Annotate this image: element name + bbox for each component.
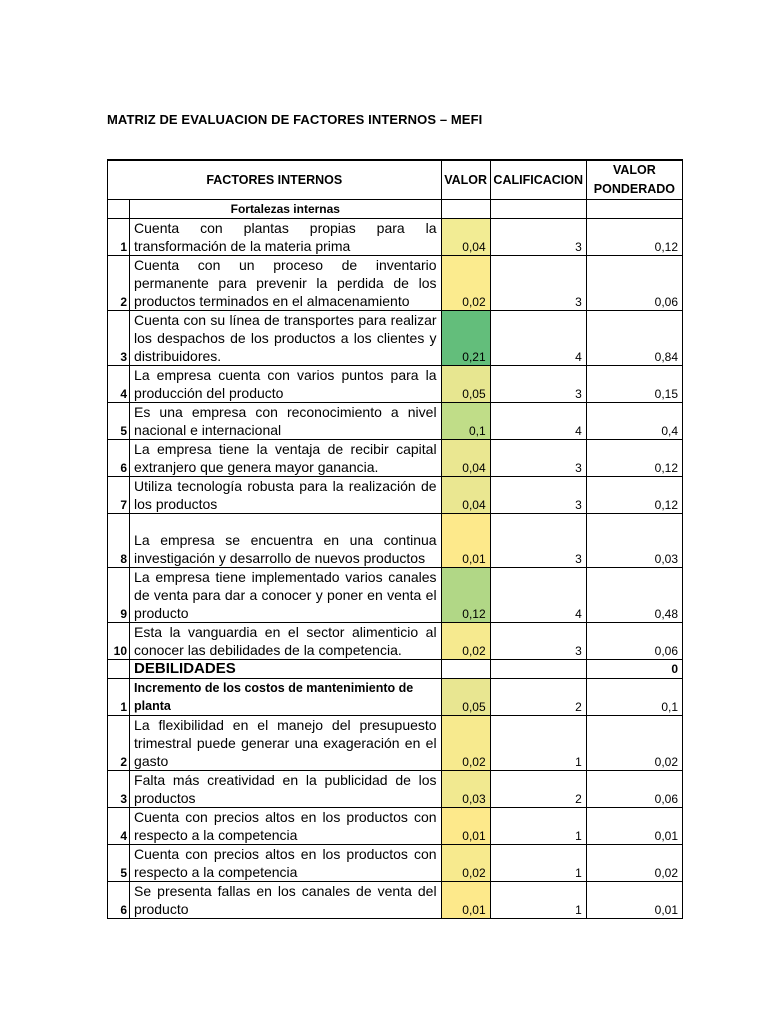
ponderado-cell: 0,01 <box>586 882 682 919</box>
calificacion-cell: 2 <box>490 771 586 808</box>
header-ponderado-line2: PONDERADO <box>593 182 676 196</box>
header-factores: FACTORES INTERNOS <box>108 160 442 200</box>
calificacion-cell: 3 <box>490 477 586 514</box>
valor-cell: 0,02 <box>441 845 490 882</box>
fortaleza-row <box>108 366 683 403</box>
valor-cell: 0,01 <box>441 808 490 845</box>
row-number: 6 <box>108 882 130 919</box>
fortalezas-subheader-row <box>108 200 683 219</box>
debilidad-row <box>108 882 683 919</box>
ponderado-cell: 0,06 <box>586 256 682 311</box>
empty-cell <box>586 200 682 219</box>
ponderado-cell: 0,48 <box>586 568 682 623</box>
row-number: 3 <box>108 311 130 366</box>
valor-cell: 0,02 <box>441 623 490 660</box>
fortaleza-row <box>108 219 683 256</box>
row-number: 2 <box>108 256 130 311</box>
factor-text: La empresa tiene implementado varios canales de venta para dar a conocer y poner en venta el producto <box>130 568 442 623</box>
valor-cell: 0,21 <box>441 311 490 366</box>
factor-text: Utiliza tecnología robusta para la realización de los productos <box>130 477 442 514</box>
factor-text: Falta más creatividad en la publicidad de los productos <box>130 771 442 808</box>
empty-cell <box>490 660 586 679</box>
ponderado-cell: 0,06 <box>586 623 682 660</box>
calificacion-cell: 4 <box>490 568 586 623</box>
valor-cell: 0,04 <box>441 219 490 256</box>
valor-cell: 0,01 <box>441 882 490 919</box>
calificacion-cell: 3 <box>490 256 586 311</box>
row-number: 4 <box>108 808 130 845</box>
ponderado-cell: 0,4 <box>586 403 682 440</box>
calificacion-cell: 4 <box>490 403 586 440</box>
valor-cell: 0,05 <box>441 366 490 403</box>
valor-cell: 0,04 <box>441 440 490 477</box>
fortaleza-row <box>108 403 683 440</box>
fortaleza-row <box>108 311 683 366</box>
ponderado-cell: 0,12 <box>586 440 682 477</box>
row-number: 3 <box>108 771 130 808</box>
ponderado-cell: 0,06 <box>586 771 682 808</box>
valor-cell: 0,02 <box>441 256 490 311</box>
factor-text: Se presenta fallas en los canales de venta del producto <box>130 882 442 919</box>
debilidad-row <box>108 808 683 845</box>
fortaleza-row <box>108 440 683 477</box>
factor-text: Cuenta con un proceso de inventario permanente para prevenir la perdida de los productos terminados en el almacenamiento <box>130 256 442 311</box>
ponderado-cell: 0,02 <box>586 716 682 771</box>
row-number: 1 <box>108 219 130 256</box>
row-number: 5 <box>108 403 130 440</box>
factor-text: Cuenta con precios altos en los productos con respecto a la competencia <box>130 845 442 882</box>
row-number: 1 <box>108 679 130 716</box>
fortaleza-row <box>108 568 683 623</box>
mefi-table <box>107 159 683 919</box>
empty-cell <box>108 660 130 679</box>
debilidades-header-row <box>108 660 683 679</box>
fortaleza-row <box>108 256 683 311</box>
document-title: MATRIZ DE EVALUACION DE FACTORES INTERNOS – MEFI <box>107 112 483 127</box>
calificacion-cell: 2 <box>490 679 586 716</box>
factor-text: Incremento de los costos de mantenimiento de planta <box>130 679 442 716</box>
factor-text: Cuenta con precios altos en los productos con respecto a la competencia <box>130 808 442 845</box>
empty-cell <box>441 200 490 219</box>
calificacion-cell: 1 <box>490 808 586 845</box>
calificacion-cell: 3 <box>490 440 586 477</box>
row-number: 7 <box>108 477 130 514</box>
header-row <box>108 160 683 200</box>
ponderado-cell: 0,84 <box>586 311 682 366</box>
calificacion-cell: 4 <box>490 311 586 366</box>
debilidad-row <box>108 679 683 716</box>
empty-cell <box>490 200 586 219</box>
factor-text: La empresa tiene la ventaja de recibir capital extranjero que genera mayor ganancia. <box>130 440 442 477</box>
row-number: 6 <box>108 440 130 477</box>
ponderado-cell: 0,12 <box>586 477 682 514</box>
debilidad-row <box>108 845 683 882</box>
row-number: 2 <box>108 716 130 771</box>
factor-text: La empresa cuenta con varios puntos para la producción del producto <box>130 366 442 403</box>
calificacion-cell: 1 <box>490 716 586 771</box>
valor-cell: 0,04 <box>441 477 490 514</box>
calificacion-cell: 1 <box>490 845 586 882</box>
row-number: 9 <box>108 568 130 623</box>
debilidad-row <box>108 771 683 808</box>
fortaleza-row <box>108 623 683 660</box>
row-number: 5 <box>108 845 130 882</box>
row-number: 8 <box>108 514 130 568</box>
debilidades-label: DEBILIDADES <box>130 660 442 679</box>
debilidad-row <box>108 716 683 771</box>
factor-text: La flexibilidad en el manejo del presupuesto trimestral puede generar una exageración en el gasto <box>130 716 442 771</box>
ponderado-cell: 0,12 <box>586 219 682 256</box>
header-valor: VALOR <box>441 160 490 200</box>
factor-text: Es una empresa con reconocimiento a nivel nacional e internacional <box>130 403 442 440</box>
fortalezas-label: Fortalezas internas <box>130 200 442 219</box>
valor-cell: 0,02 <box>441 716 490 771</box>
factor-text: La empresa se encuentra en una continua investigación y desarrollo de nuevos productos <box>130 514 442 568</box>
fortaleza-row <box>108 514 683 568</box>
header-valor-ponderado <box>586 160 682 200</box>
calificacion-cell: 1 <box>490 882 586 919</box>
fortaleza-row <box>108 477 683 514</box>
ponderado-cell: 0,1 <box>586 679 682 716</box>
valor-cell: 0,1 <box>441 403 490 440</box>
header-ponderado-line1: VALOR <box>612 163 656 177</box>
row-number: 4 <box>108 366 130 403</box>
calificacion-cell: 3 <box>490 366 586 403</box>
ponderado-cell: 0,01 <box>586 808 682 845</box>
ponderado-cell: 0,15 <box>586 366 682 403</box>
header-calificacion: CALIFICACION <box>490 160 586 200</box>
valor-cell: 0,12 <box>441 568 490 623</box>
valor-cell: 0,01 <box>441 514 490 568</box>
ponderado-cell: 0,03 <box>586 514 682 568</box>
calificacion-cell: 3 <box>490 514 586 568</box>
debilidades-ponderado: 0 <box>586 660 682 679</box>
factor-text: Cuenta con plantas propias para la transformación de la materia prima <box>130 219 442 256</box>
calificacion-cell: 3 <box>490 623 586 660</box>
empty-cell <box>108 200 130 219</box>
factor-text: Cuenta con su línea de transportes para realizar los despachos de los productos a los clientes y distribuidores. <box>130 311 442 366</box>
empty-cell <box>441 660 490 679</box>
ponderado-cell: 0,02 <box>586 845 682 882</box>
row-number: 10 <box>108 623 130 660</box>
valor-cell: 0,03 <box>441 771 490 808</box>
valor-cell: 0,05 <box>441 679 490 716</box>
calificacion-cell: 3 <box>490 219 586 256</box>
factor-text: Esta la vanguardia en el sector alimenticio al conocer las debilidades de la competencia. <box>130 623 442 660</box>
